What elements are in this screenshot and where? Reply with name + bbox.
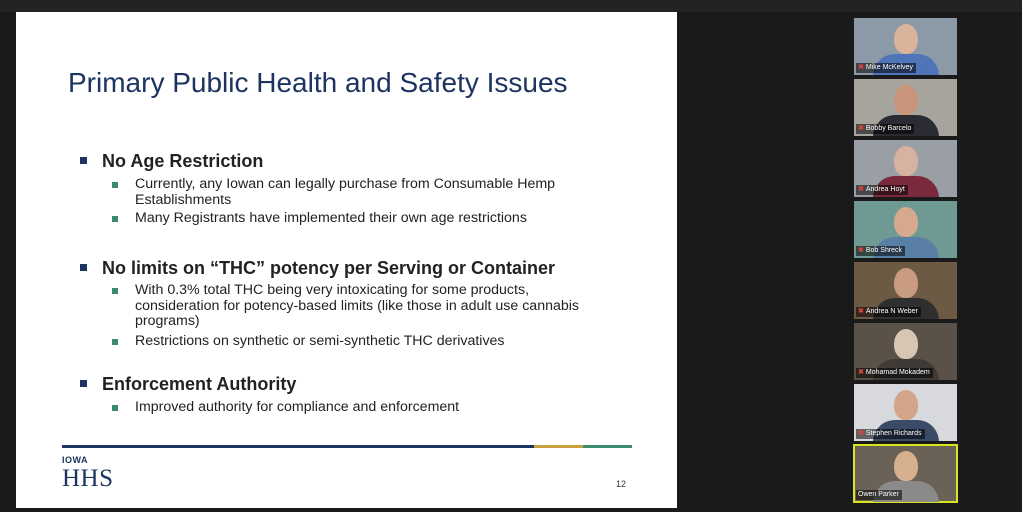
participant-face <box>894 207 918 237</box>
participant-tile[interactable] <box>854 201 957 258</box>
bullet-item: Improved authority for compliance and enforcement <box>112 400 612 416</box>
participant-name-label: ✖ Bobby Barcelo <box>856 124 914 134</box>
slide-page-number: 12 <box>616 479 627 489</box>
footer-rule-gold <box>534 445 583 448</box>
muted-mic-icon: ✖ <box>858 125 864 132</box>
participant-face <box>894 146 918 176</box>
muted-mic-icon: ✖ <box>858 247 864 254</box>
muted-mic-icon: ✖ <box>858 308 864 315</box>
logo-iowa-text: IOWA <box>62 455 88 465</box>
participant-tile[interactable] <box>854 262 957 319</box>
logo-hhs-text: HHS <box>62 465 114 492</box>
participant-name-label: ✖ Mike McKelvey <box>856 63 916 73</box>
participant-face <box>894 329 918 359</box>
shared-slide <box>16 12 677 508</box>
bullet-square <box>112 405 118 411</box>
participant-face <box>894 451 918 481</box>
participant-name-label: ✖ Bob Shreck <box>856 246 905 256</box>
muted-mic-icon: ✖ <box>858 64 864 71</box>
section-heading-potency: No limits on “THC” potency per Serving or Container <box>80 258 555 279</box>
participant-name-label: ✖ Stephen Richards <box>856 429 925 439</box>
bullet-square <box>80 380 87 387</box>
participant-face <box>894 24 918 54</box>
bullet-item: With 0.3% total THC being very intoxicating for some products, consideration for potency-based limits (like those in adult use cannabis programs) <box>112 283 592 330</box>
participant-tile[interactable] <box>854 140 957 197</box>
muted-mic-icon: ✖ <box>858 186 864 193</box>
participant-name-label: Owen Parker <box>856 490 902 500</box>
bullet-item: Restrictions on synthetic or semi-synthetic THC derivatives <box>112 334 612 350</box>
participant-tile[interactable] <box>854 323 957 380</box>
participant-face <box>894 390 918 420</box>
participant-tile[interactable] <box>854 18 957 75</box>
participant-face <box>894 85 918 115</box>
participant-name-label: ✖ Andrea Hoyt <box>856 185 908 195</box>
bullet-square <box>112 288 118 294</box>
bullet-item: Currently, any Iowan can legally purchase from Consumable Hemp Establishments <box>112 177 612 208</box>
bullet-square <box>80 157 87 164</box>
footer-rule <box>62 445 632 448</box>
section-heading-enforcement: Enforcement Authority <box>80 374 296 395</box>
muted-mic-icon: ✖ <box>858 430 864 437</box>
bullet-item: Many Registrants have implemented their own age restrictions <box>112 211 612 227</box>
participant-tile[interactable] <box>854 79 957 136</box>
bullet-square <box>112 339 118 345</box>
top-bar <box>0 0 1022 12</box>
participant-name-label: ✖ Andrea N Weber <box>856 307 921 317</box>
participant-tile[interactable] <box>854 384 957 441</box>
section-heading-age: No Age Restriction <box>80 151 263 172</box>
bullet-square <box>80 264 87 271</box>
muted-mic-icon: ✖ <box>858 369 864 376</box>
participant-name-label: ✖ Mohamad Mokadem <box>856 368 933 378</box>
slide-title: Primary Public Health and Safety Issues <box>68 67 568 98</box>
participant-tile[interactable] <box>854 445 957 502</box>
bullet-square <box>112 216 118 222</box>
footer-rule-teal <box>583 445 632 448</box>
participant-face <box>894 268 918 298</box>
bullet-square <box>112 182 118 188</box>
